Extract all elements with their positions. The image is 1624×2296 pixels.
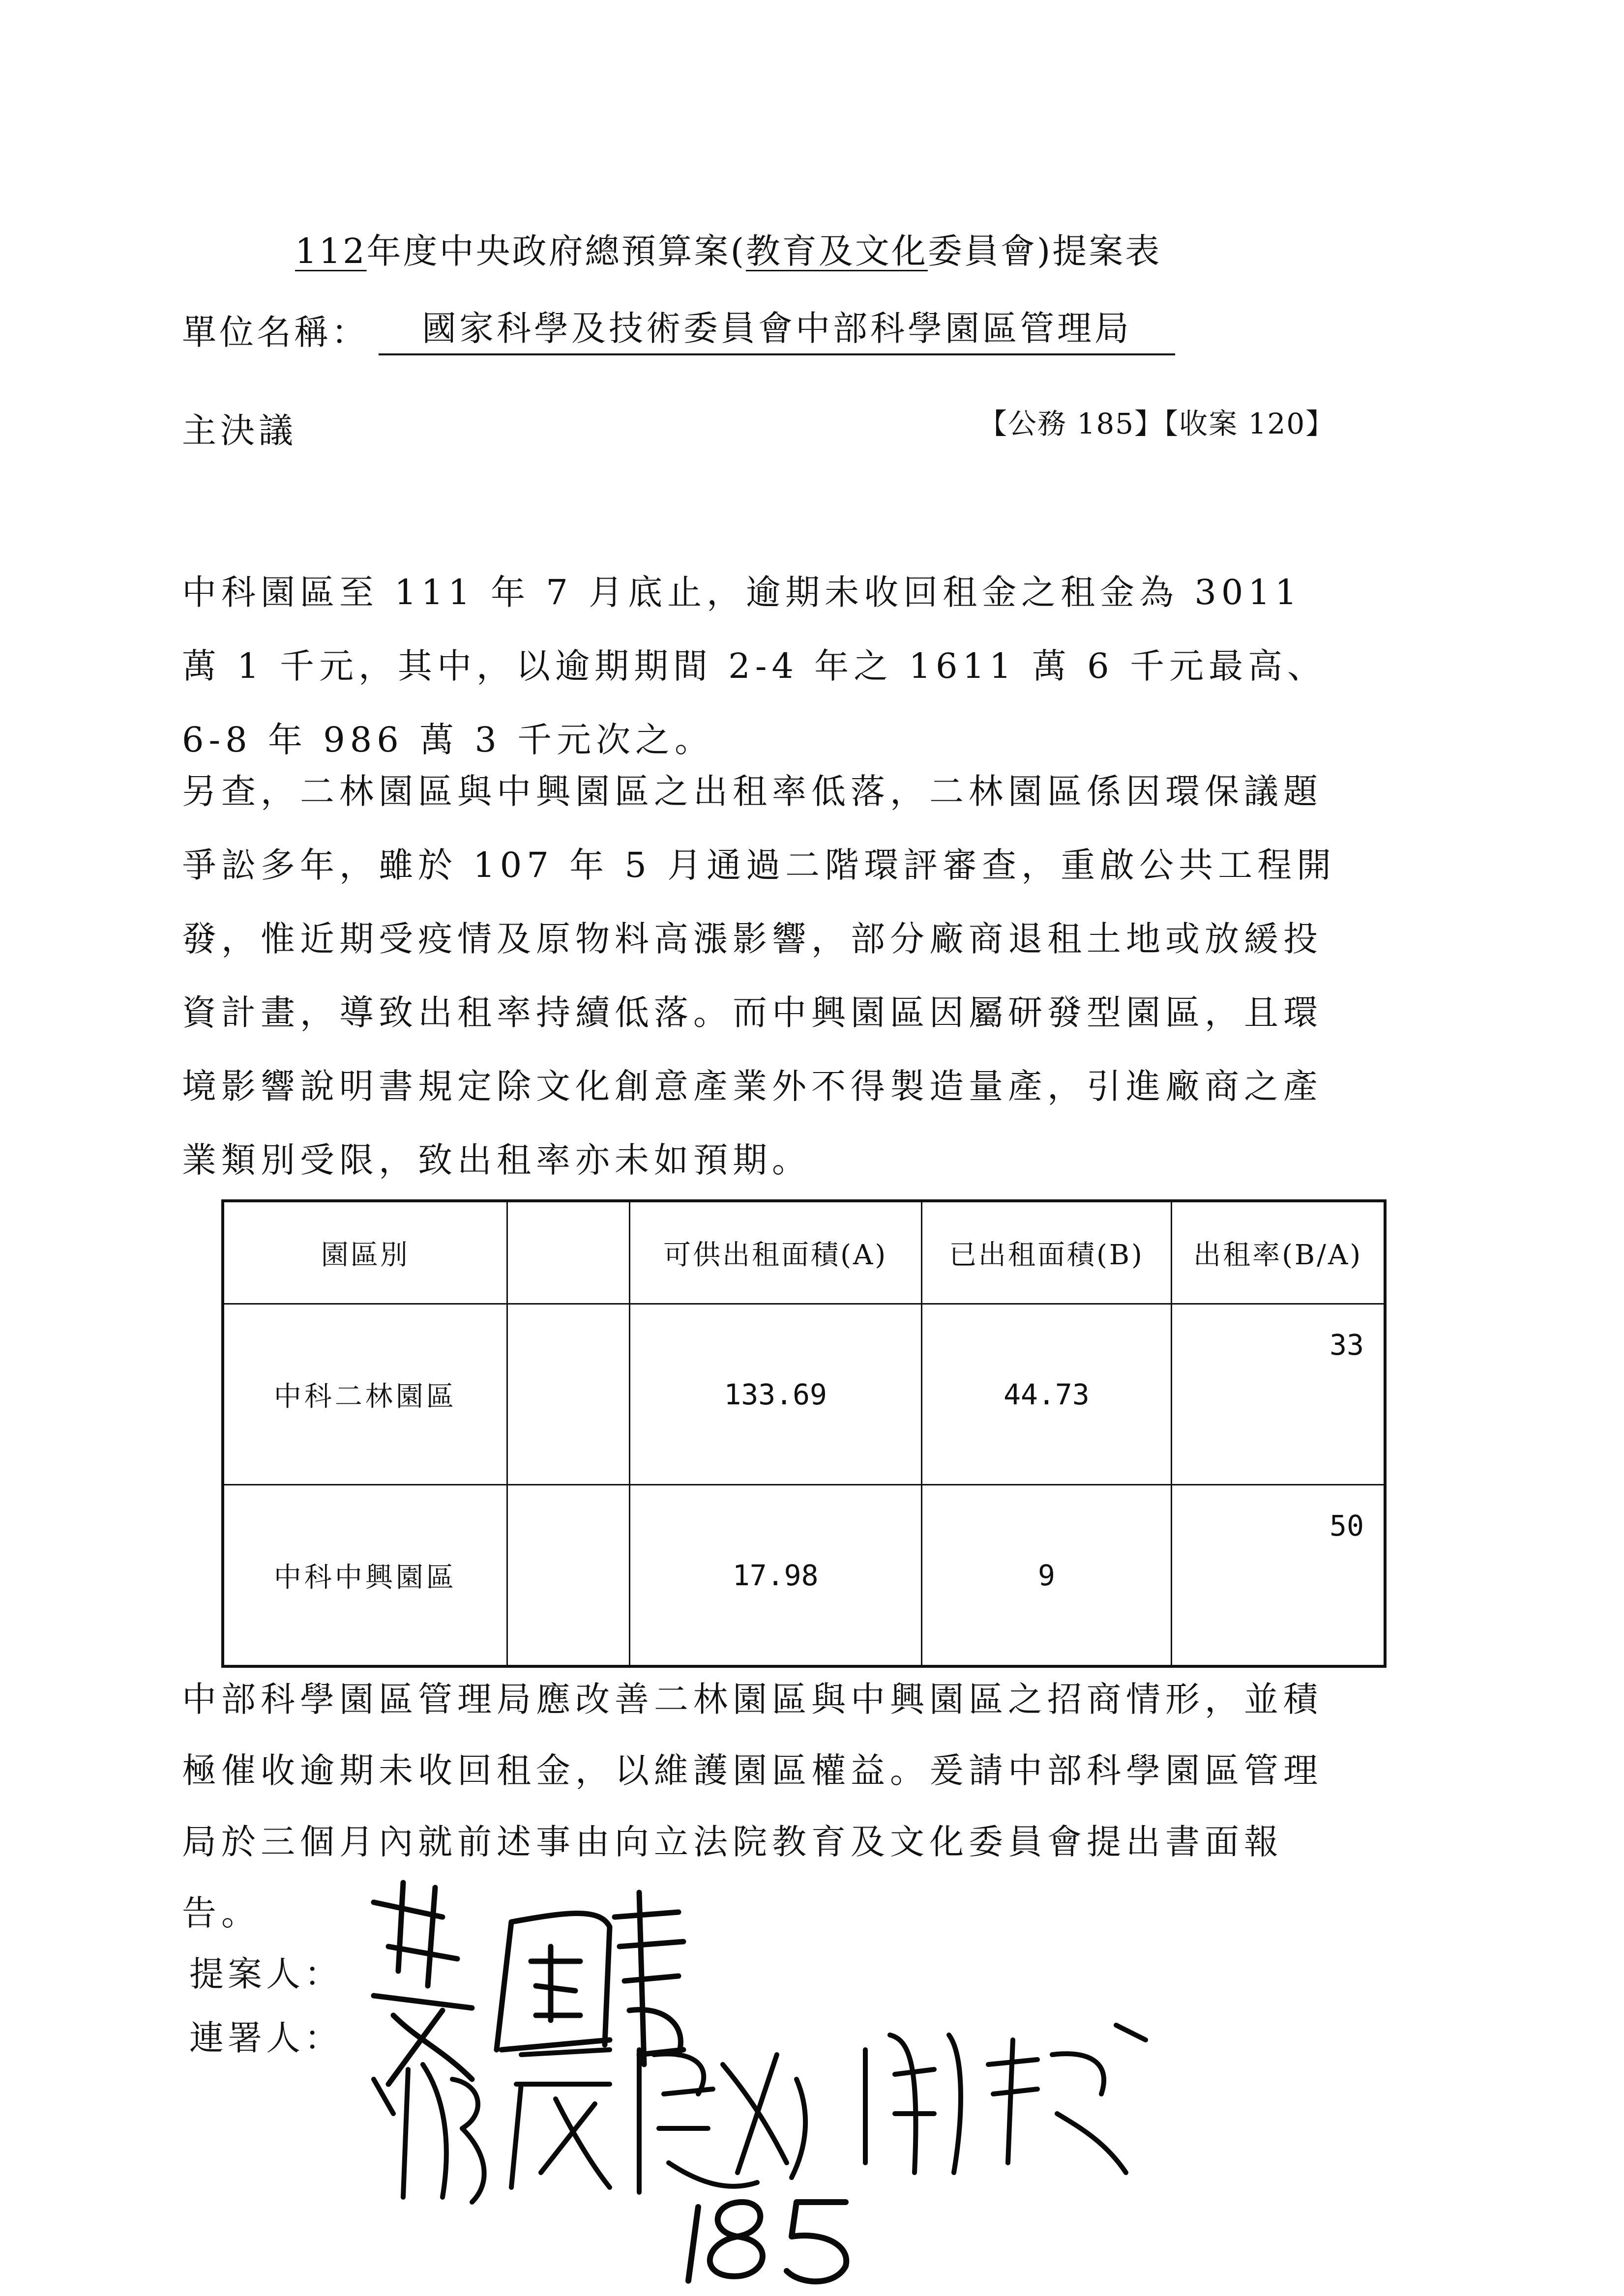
header-park: 園區別 [223,1201,507,1304]
header-rental-rate: 出租率(B/A) [1172,1201,1385,1304]
paragraph-request: 中部科學園區管理局應改善二林園區與中興園區之招商情形，並積極催收逾期未收回租金，以維護園區權益。爰請中部科學園區管理局於三個月內就前述事由向立法院教育及文化委員會提出書面報告。 [182,1679,1323,1933]
available-area: 17.98 [629,1485,921,1667]
park-name: 中科二林園區 [223,1304,507,1485]
paragraph-occupancy: 另查，二林園區與中興園區之出租率低落，二林園區係因環保議題爭訟多年，雖於 107 年 5 月通過二階環評審查，重啟公共工程開發，惟近期受疫情及原物料高漲影響，部分廠商退租土地或放緩投資計畫，導致出租率持續低落。而中興園區因屬研發型園區，且環境影響說明書規定除文化創意產業外不得製造量產，引進廠商之產業類別受限，致出租率亦未如預期。 [182,771,1336,1180]
unit-name: 國家科學及技術委員會中部科學園區管理局 [379,301,1175,355]
proposer-label: 提案人： [189,1954,343,1994]
title-year: 112 [295,231,367,271]
rental-rate: 50 [1329,1509,1364,1542]
rented-area: 44.73 [921,1304,1172,1485]
park-name: 中科中興園區 [223,1485,507,1667]
reference-codes: 【公務 185】【收案 120】 [978,407,1335,440]
unit-label: 單位名稱： [182,312,369,352]
rental-rate: 33 [1329,1328,1364,1362]
handwritten-number [688,2202,846,2281]
cosigner-signatures [374,2025,1146,2202]
header-available-area: 可供出租面積(A) [629,1201,921,1304]
title-text-2: 委員會)提案表 [927,231,1162,271]
title-text-1: 年度中央政府總預算案( [366,231,746,271]
header-rented-area: 已出租面積(B) [921,1201,1172,1304]
resolution-label: 主決議 [182,410,297,451]
cosigner-label: 連署人： [189,2018,343,2058]
paragraph-overdue-rent: 中科園區至 111 年 7 月底止，逾期未收回租金之租金為 3011 萬 1 千元，其中，以逾期期間 2-4 年之 1611 萬 6 千元最高、6-8 年 986 萬 3 千元次之。 [182,572,1327,760]
available-area: 133.69 [629,1304,921,1485]
title-committee: 教育及文化 [745,231,928,271]
rented-area: 9 [921,1485,1172,1667]
